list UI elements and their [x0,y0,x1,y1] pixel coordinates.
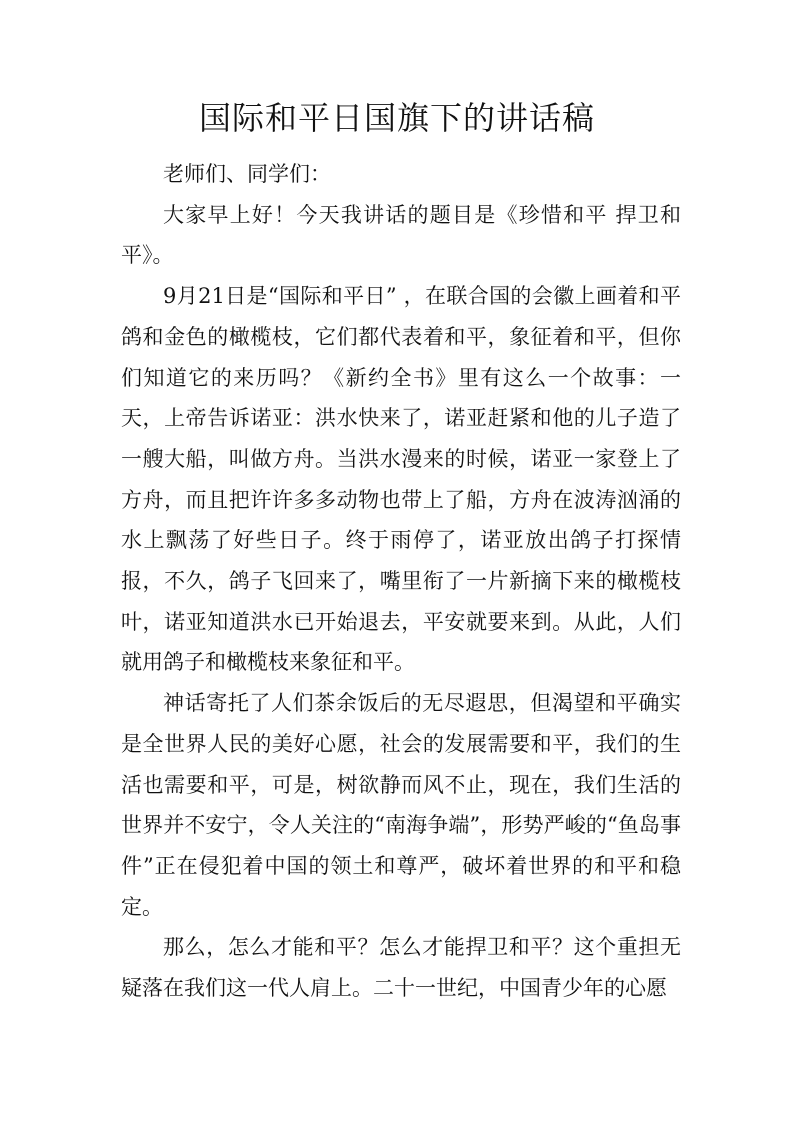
closing-paragraph: 那么，怎么才能和平？怎么才能捍卫和平？这个重担无疑落在我们这一代人肩上。二十一世纪，中国青少年的心愿 [121,935,681,1001]
greeting-paragraph: 大家早上好！今天我讲话的题目是《珍惜和平 捍卫和平》。 [121,202,681,268]
story-paragraph: 9月21日是“国际和平日” ，在联合国的会徽上画着和平鸽和金色的橄榄枝，它们都代表着和平，象征着和平，但你们知道它的来历吗？《新约全书》里有这么一个故事：一天，上帝告诉诺亚：洪水快来了，诺亚赶紧和他的儿子造了一艘大船，叫做方舟。当洪水漫来的时候，诺亚一家登上了方舟，而且把许许多多动物也带上了船，方舟在波涛汹涌的水上飘荡了好些日子。终于雨停了，诺亚放出鸽子打探情报，不久，鸽子飞回来了，嘴里衔了一片新摘下来的橄榄枝叶，诺亚知道洪水已开始退去，平安就要来到。从此，人们就用鸽子和橄榄枝来象征和平。 [121,284,681,675]
document-title: 国际和平日国旗下的讲话稿 [198,99,595,137]
document-body [121,154,681,1009]
salutation-paragraph: 老师们、同学们： [163,162,331,186]
reflection-paragraph: 神话寄托了人们茶余饭后的无尽遐思，但渴望和平确实是全世界人民的美好心愿，社会的发展需要和平，我们的生活也需要和平，可是，树欲静而风不止，现在，我们生活的世界并不安宁，令人关注的“南海争端”，形势严峻的“鱼岛事件”正在侵犯着中国的领土和尊严，破坏着世界的和平和稳定。 [121,691,681,919]
